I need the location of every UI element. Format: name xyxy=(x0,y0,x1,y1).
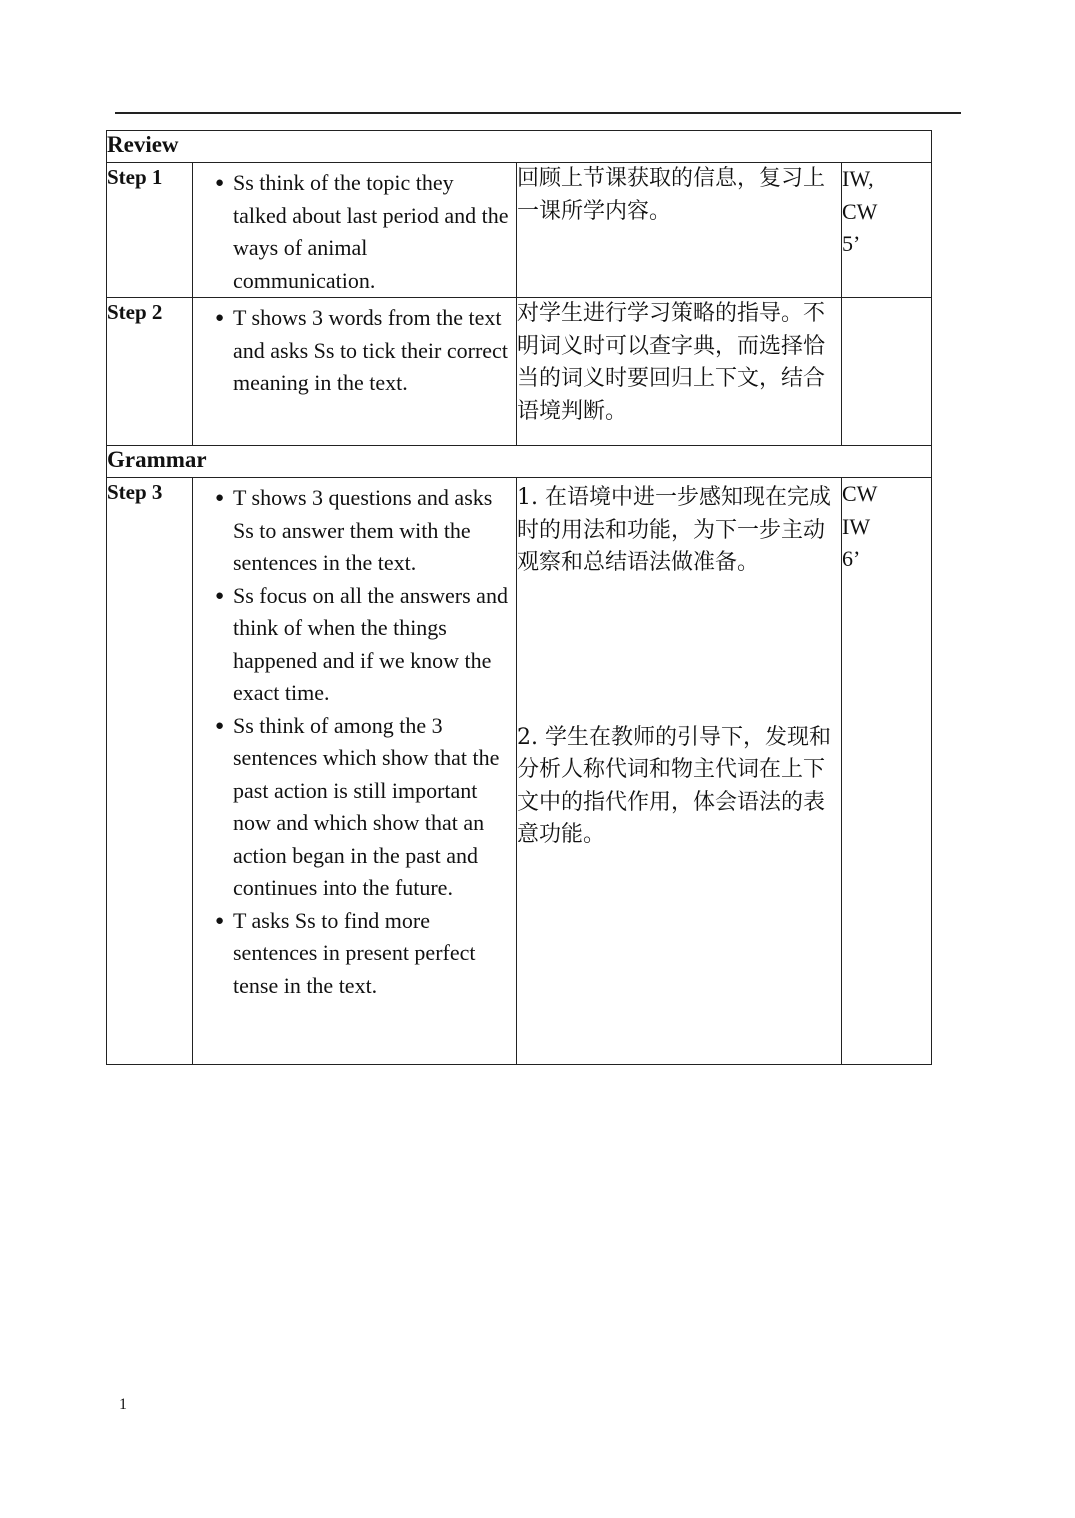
page-number: 1 xyxy=(119,1396,127,1413)
mode-cell: CW IW 6’ xyxy=(842,478,932,1065)
step-row-3 xyxy=(107,478,932,1065)
section-row-grammar xyxy=(107,446,932,478)
step-label: Step 3 xyxy=(107,478,193,1065)
header-rule xyxy=(115,112,961,114)
lesson-plan-table xyxy=(106,130,932,1065)
purpose-text: 回顾上节课获取的信息，复习上一课所学内容。 xyxy=(517,166,826,224)
activities-cell xyxy=(193,478,517,1065)
purpose-cell xyxy=(517,298,842,446)
activity-item: ● Ss think of the topic they talked about last period and the ways of animal communication. xyxy=(215,167,510,297)
section-row-review xyxy=(107,131,932,163)
activity-item: ● Ss think of among the 3 sentences which show that the past action is still important now and which show that an action began in the past and continues into the future. xyxy=(215,710,510,905)
activity-item: ● Ss focus on all the answers and think of when the things happened and if we know the exact time. xyxy=(215,580,510,710)
activity-item: ● T shows 3 words from the text and asks Ss to tick their correct meaning in the text. xyxy=(215,302,510,400)
step-label: Step 1 xyxy=(107,163,193,298)
purpose-text: 对学生进行学习策略的指导。不明词义时可以查字典，而选择恰当的词义时要回归上下文，结合语境判断。 xyxy=(517,301,826,424)
purpose-text: 1. 在语境中进一步感知现在完成时的用法和功能，为下一步主动观察和总结语法做准备。 xyxy=(517,485,831,575)
step-row-1 xyxy=(107,163,932,298)
purpose-cell xyxy=(517,478,842,1065)
mode-cell xyxy=(842,298,932,446)
activity-item: ● T shows 3 questions and asks Ss to answer them with the sentences in the text. xyxy=(215,482,510,580)
section-title: Review xyxy=(107,131,932,163)
step-row-2 xyxy=(107,298,932,446)
mode-cell: IW, CW 5’ xyxy=(842,163,932,298)
section-title: Grammar xyxy=(107,446,932,478)
step-label: Step 2 xyxy=(107,298,193,446)
purpose-text: 2. 学生在教师的引导下，发现和分析人称代词和物主代词在上下文中的指代作用，体会语法的表意功能。 xyxy=(517,724,831,847)
purpose-cell xyxy=(517,163,842,298)
activity-item: ● T asks Ss to find more sentences in present perfect tense in the text. xyxy=(215,905,510,1003)
activities-cell xyxy=(193,298,517,446)
activities-cell xyxy=(193,163,517,298)
